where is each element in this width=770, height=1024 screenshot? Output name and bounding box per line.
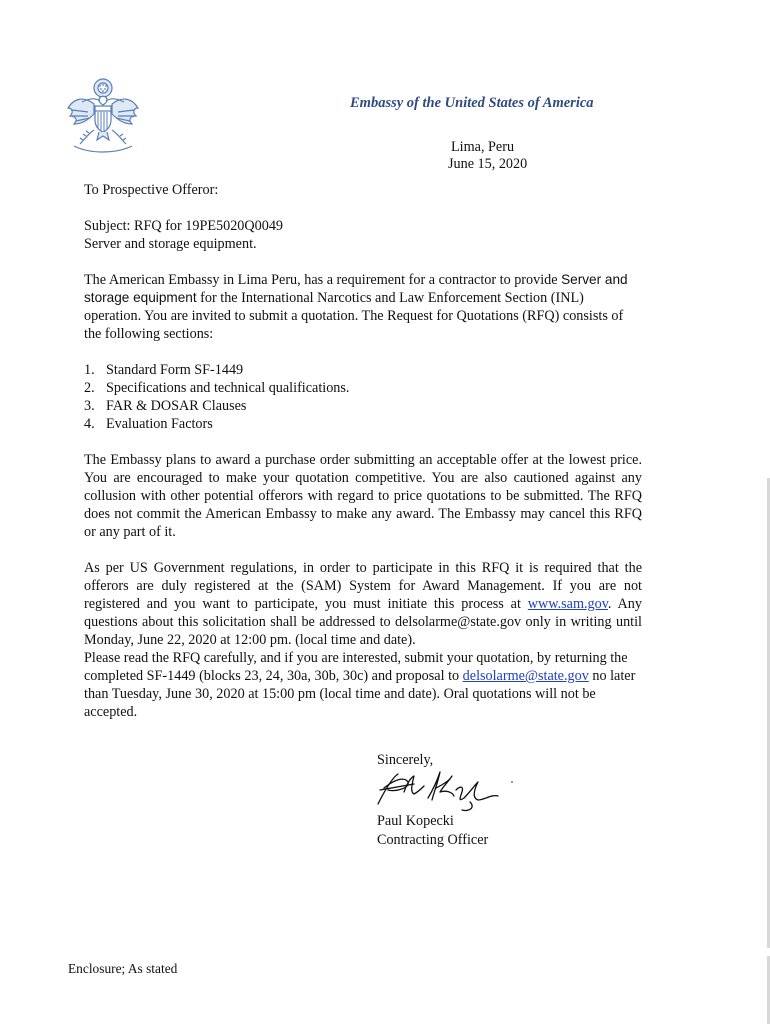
list-item-number: 3. — [84, 398, 95, 414]
list-item-text: FAR & DOSAR Clauses — [106, 398, 247, 414]
registration-text-end: . Any questions about this solicitation shall be addressed to delsolarme@state.gov only in writing until Monday, June 22, 2020 at 12:00 pm. (local time and date). — [84, 596, 642, 648]
signature-icon — [374, 768, 524, 814]
list-item-number: 4. — [84, 416, 95, 432]
sam-gov-link[interactable]: www.sam.gov — [527, 596, 608, 612]
list-item-text: Specifications and technical qualifications. — [106, 380, 350, 396]
list-item-text: Standard Form SF-1449 — [106, 362, 244, 378]
enclosure-note: Enclosure; As stated — [68, 961, 178, 976]
signer-block — [377, 812, 488, 850]
intro-text-end: for the International Narcotics and Law Enforcement Section (INL) operation. You are invited to submit a quotation. The Request for Quotations (RFQ) consists of the following sections: — [84, 290, 624, 342]
list-item-text: Evaluation Factors — [106, 416, 213, 432]
salutation: To Prospective Offeror: — [84, 182, 219, 198]
letter-city: Lima, Peru — [451, 139, 515, 155]
letter-body — [84, 181, 642, 721]
list-item-number: 2. — [84, 380, 95, 396]
embassy-title: Embassy of the United States of America — [350, 95, 594, 111]
submission-paragraph — [84, 649, 642, 721]
rfq-sections-list — [84, 361, 642, 433]
subject-line: Subject: RFQ for 19PE5020Q0049 — [84, 218, 284, 234]
intro-highlight: Server and storage equipment — [84, 272, 628, 305]
intro-paragraph — [84, 271, 642, 343]
award-paragraph: The Embassy plans to award a purchase order submitting an acceptable offer at the lowest price. You are encouraged to make your quotation competitive. You are also cautioned against any collusion with other potential offerors with regard to price quotations to be submitted. The RFQ does not commit the American Embassy to make any award. The Embassy may cancel this RFQ or any part of it. — [84, 452, 642, 540]
signer-name: Paul Kopecki — [377, 813, 454, 829]
registration-paragraph — [84, 559, 642, 649]
great-seal-icon — [64, 74, 142, 154]
list-item — [84, 397, 642, 415]
closing: Sincerely, — [377, 752, 434, 768]
letter-date: June 15, 2020 — [448, 156, 528, 172]
submission-text-end: no later than Tuesday, June 30, 2020 at 15:00 pm (local time and date). Oral quotations will not be accepted. — [84, 668, 636, 720]
list-item — [84, 415, 642, 433]
intro-text-start: The American Embassy in Lima Peru, has a requirement for a contractor to provide — [84, 272, 562, 288]
letter-place-date — [448, 139, 527, 173]
list-item — [84, 379, 642, 397]
email-link[interactable]: delsolarme@state.gov — [462, 668, 589, 684]
list-item-number: 1. — [84, 362, 95, 378]
signer-title: Contracting Officer — [377, 832, 489, 848]
list-item — [84, 361, 642, 379]
registration-text-start: As per US Government regulations, in order to participate in this RFQ it is required that the offerors are duly registered at the (SAM) System for Award Management. If you are not registered and you want to participate, you must initiate this process at — [84, 560, 642, 612]
submission-text-start: Please read the RFQ carefully, and if you are interested, submit your quotation, by returning the completed SF-1449 (blocks 23, 24, 30a, 30b, 30c) and proposal to — [84, 650, 628, 684]
subject-block — [84, 217, 642, 253]
subject-description: Server and storage equipment. — [84, 236, 257, 252]
